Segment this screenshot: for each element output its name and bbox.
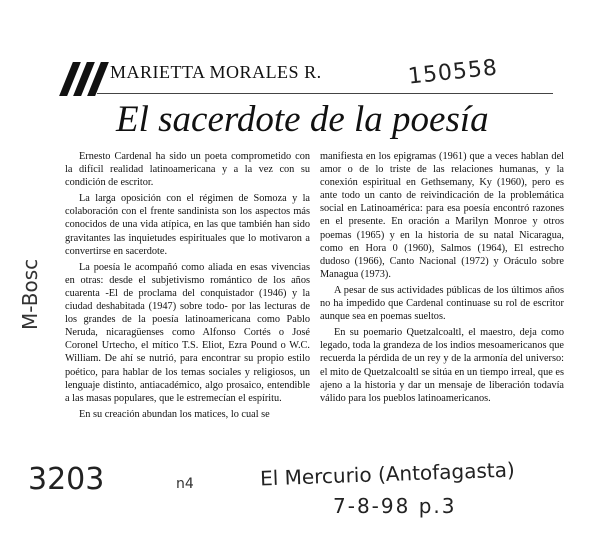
paragraph: En su poemario Quetzalcoaltl, el maestro, deja como legado, toda la grandeza de los indios mesoamericanos que recuerda la pérdida de un rey y de la armonía del universo: el mito de Quetzalcoaltl se sitúa en un tiempo irreal, que es ajeno a la historia y dar un mensaje de liberación todavía válido para los pueblos latinoamericanos. bbox=[320, 327, 564, 404]
paragraph: manifiesta en los epigramas (1961) que a veces hablan del amor o de lo triste de las relaciones humanas, y la conexión espiritual en Gethsemany, Ky (1960), pero es ante todo un canto de reivindicación de la problemática social en Latinoamérica: para esa poesía encontró razones en el presente. En oración a Marilyn Monroe y otros poemas (1965) y en la historia de su natal Nicaragua, como en Hora 0 (1960), Salmos (1964), El estrecho dudoso (1966), Canto Nacional (1972) y Oráculo sobre Managua (1973). bbox=[320, 151, 564, 280]
paragraph: Ernesto Cardenal ha sido un poeta comprometido con la difícil realidad latinoamericana y a la vez con su condición de escritor. bbox=[65, 151, 310, 189]
handwritten-side-note: M-Bosc bbox=[18, 258, 42, 330]
article-title: El sacerdote de la poesía bbox=[116, 99, 489, 140]
handwritten-date: 7-8-98 p.3 bbox=[333, 494, 457, 518]
handwritten-number: 3203 bbox=[28, 462, 105, 497]
paragraph: En su creación abundan los matices, lo cual se bbox=[79, 408, 270, 420]
paragraph: La poesía le acompañó como aliada en esas vivencias en otras: desde el subjetivismo romántico de los años cuarenta -El de proclama del conquistador (1946) y la ciudad deshabitada (1947) sobre todo- por las lecturas de los grandes de la poesía latinoamericana como Pablo Neruda, nicaragüenses como Alfonso Cortés o José Coronel Urtecho, el mítico T.S. Eliot, Ezra Pound o W.C. William. De ahí se nutrió, para encontrar su propio estilo poético, para hablar de los temas sociales y religiosos, un lenguaje distinto, antiacadémico, algo prosaico, entendible a las masas populares, que le estremecían el espíritu. bbox=[65, 261, 310, 404]
paragraph: La larga oposición con el régimen de Somoza y la colaboración con el frente sandinista son los aspectos más conocidos de una vida atípica, en las que también han sido gravitantes las inquietudes espirituales que lo motivaron a convertirse en sacerdote. bbox=[65, 193, 310, 257]
handwritten-source: El Mercurio (Antofagasta) bbox=[259, 457, 516, 491]
article-column-left bbox=[65, 150, 310, 421]
author-byline: MARIETTA MORALES R. bbox=[110, 62, 322, 82]
handwritten-mark: n4 bbox=[176, 476, 194, 492]
article-column-right bbox=[320, 150, 564, 405]
header-rule bbox=[97, 93, 553, 94]
archive-number-handwritten: 150558 bbox=[406, 55, 500, 90]
paragraph: A pesar de sus actividades públicas de los últimos años no ha impedido que Cardenal continuase su rol de escritor aunque sea en poemas sueltos. bbox=[320, 284, 564, 323]
